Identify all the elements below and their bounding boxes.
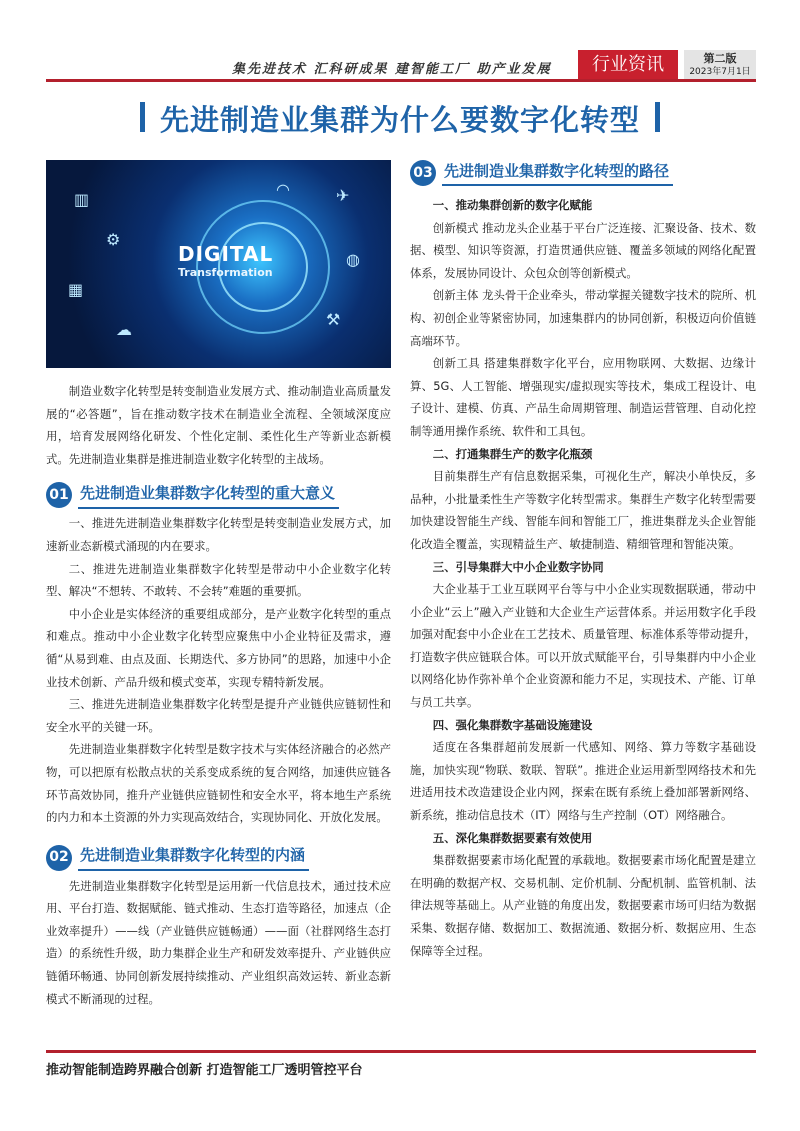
s3-sub-3: 三、引导集群大中小企业数字协同 [432, 559, 604, 574]
issue-info [684, 50, 756, 79]
s3-g1-para-2: 创新主体 龙头骨干企业牵头，带动掌握关键数字技术的院所、机构、初创企业等紧密协同，加速集群内的协同创新，积极迈向价值链高端环节。 [410, 288, 756, 348]
hero-word-transformation: Transformation [178, 266, 273, 279]
cloud-icon: ☁ [116, 320, 132, 339]
footer-slogan: 推动智能制造跨界融合创新 打造智能工厂透明管控平台 [46, 1063, 363, 1078]
section-tag: 行业资讯 [578, 50, 678, 79]
gear-icon: ⚙ [106, 230, 121, 249]
s1-para-2: 二、推进先进制造业集群数字化转型是带动中小企业数字化转型、解决“不想转、不敢转、不会转”难题的重要抓。 [46, 561, 391, 599]
hero-word-digital: DIGITAL [178, 242, 274, 266]
s3-g5-para-1: 集群数据要素市场化配置的承载地。数据要素市场化配置是建立在明确的数据产权、交易机制、定价机制、分配机制、监管机制、法律法规等基础上。从产业链的角度出发，数据要素市场可归结为数据采集、数据存储、数据加工、数据流通、数据分析、数据应用、生态保障等全过程。 [410, 853, 756, 958]
drone-icon: ✈ [336, 186, 350, 205]
s3-g1-para-3: 创新工具 搭建集群数字化平台，应用物联网、大数据、边缘计算、5G、人工智能、增强现实/虚拟现实等技术，集成工程设计、电子设计、建模、仿真、产品生命周期管理、制造运营管理、自动化控制等通用操作系统、软件和工具包。 [410, 356, 756, 438]
page-title: 先进制造业集群为什么要数字化转型 [159, 103, 640, 137]
s2-para-1: 先进制造业集群数字化转型是运用新一代信息技术，通过技术应用、平台打造、数据赋能、链式推动、生态打造等路径，加速点（企业效率提升）——线（产业链供应链畅通）——面（社群网络生态打造）的系统性升级，助力集群企业生产和研发效率提升、产业链供应链循环畅通、协同创新发展持续推动、产业组织高效运转、新业态新模式不断涌现的过程。 [46, 878, 391, 1006]
header-rule [46, 79, 756, 82]
robot-arm-icon: ⚒ [326, 310, 341, 329]
s3-g4-para-1: 适度在各集群超前发展新一代感知、网络、算力等数字基础设施，加快实现“物联、数联、智联”。推进企业运用新型网络技术和先进适用技术改造建设企业内网，探索在既有系统上叠加部署新网络、新系统，推动信息技术（IT）网络与生产控制（OT）网络融合。 [410, 740, 756, 823]
chart-icon: ▥ [74, 190, 90, 209]
title-bar-right [655, 102, 660, 132]
s3-sub-4: 四、强化集群数字基础设施建设 [432, 717, 593, 732]
s1-para-1: 一、推进先进制造业集群数字化转型是转变制造业发展方式，加速新业态新模式涌现的内在要求。 [46, 516, 391, 553]
header-slogan: 集先进技术 汇科研成果 建智能工厂 助产业发展 [232, 62, 552, 77]
s3-sub-2: 二、打通集群生产的数字化瓶颈 [432, 446, 593, 461]
section-01-title: 先进制造业集群数字化转型的重大意义 [78, 482, 339, 509]
section-02-heading [46, 843, 391, 873]
section-03-title: 先进制造业集群数字化转型的路径 [442, 160, 673, 187]
section-01-heading [46, 480, 391, 510]
grid-icon: ▦ [68, 280, 84, 299]
left-column [46, 380, 391, 1010]
intro-paragraph: 制造业数字化转型是转变制造业发展方式、推动制造业高质量发展的“必答题”，旨在推动数字技术在制造业全流程、全领域深度应用，培育发展网络化研发、个性化定制、柔性化生产等新业态新模式。先进制造业集群是推进制造业数字化转型的主战场。 [46, 384, 391, 466]
s3-g3-para-1: 大企业基于工业互联网平台等与中小企业实现数据联通，带动中小企业“云上”融入产业链和大企业生产运营体系。并运用数字化手段加强对配套中小企业在工艺技术、质量管理、标准体系等带动提升，打造数字供应链联合体。可以开放式赋能平台，引导集群内中小企业以网络化协作弥补单个企业资源和能力不足，实现技术、产能、订单与员工共享。 [410, 582, 756, 710]
section-02-title: 先进制造业集群数字化转型的内涵 [78, 844, 309, 871]
wifi-icon: ◠ [276, 180, 290, 199]
title-bar-left [140, 102, 145, 132]
s3-g2-para-1: 目前集群生产有信息数据采集，可视化生产，解决小单快反，多品种，小批量柔性生产等数字化转型需求。集群生产数字化转型需要加快建设智能生产线、智能车间和智能工厂，推进集群龙头企业智能化改造全覆盖，实现精益生产、敏捷制造、精细管理和智能决策。 [410, 469, 756, 551]
globe-icon: ◍ [346, 250, 360, 269]
section-01-badge: 01 [46, 482, 72, 508]
right-column [410, 158, 756, 962]
issue-date: 2023年7月1日 [689, 67, 751, 77]
s1-para-5: 先进制造业集群数字化转型是数字技术与实体经济融合的必然产物，可以把原有松散点状的关系变成系统的复合网络，加速供应链各环节高效协同，推升产业链供应链韧性和安全水平，将本地生产系统的内力和本土资源的外力实现高效结合，实现协同化、开放化发展。 [46, 742, 391, 825]
s1-para-4: 三、推进先进制造业集群数字化转型是提升产业链供应链韧性和安全水平的关键一环。 [46, 697, 391, 734]
s3-sub-5: 五、深化集群数据要素有效使用 [432, 830, 593, 845]
edition-label: 第二版 [703, 52, 737, 65]
section-03-heading [410, 158, 756, 188]
s3-g1-para-1: 创新模式 推动龙头企业基于平台广泛连接、汇聚设备、技术、数据、模型、知识等资源，打造贯通供应链、覆盖多领域的网络化配置体系，发展协同设计、众包众创等创新模式。 [410, 220, 756, 280]
s3-sub-1: 一、推动集群创新的数字化赋能 [432, 198, 593, 212]
section-02-badge: 02 [46, 845, 72, 871]
footer-rule [46, 1050, 756, 1053]
s1-para-3: 中小企业是实体经济的重要组成部分，是产业数字化转型的重点和难点。推动中小企业数字化转型应聚焦中小企业特征及需求，遵循“从易到难、由点及面、长期迭代、多方协同”的思路，加速中小企业技术创新、产品升级和模式变革，实现专精特新发展。 [46, 606, 391, 689]
section-03-badge: 03 [410, 160, 436, 186]
hero-image [46, 160, 391, 368]
